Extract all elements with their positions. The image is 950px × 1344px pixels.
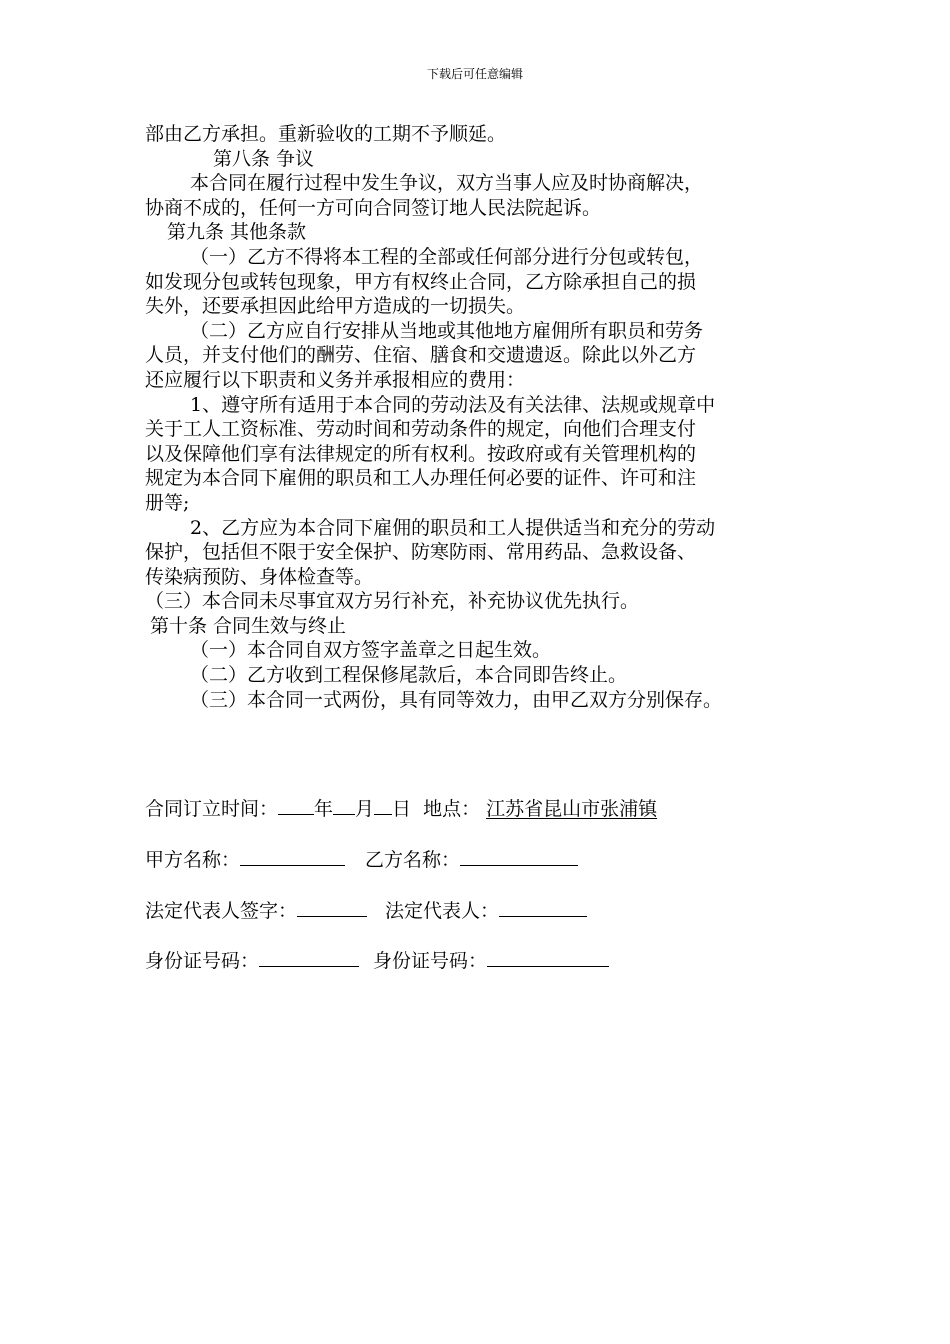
body-line: 2、乙方应为本合同下雇佣的职员和工人提供适当和充分的劳动 [190,516,716,539]
party-names-row [145,846,578,873]
contract-body [145,122,810,712]
legal-rep-row [145,897,587,924]
body-line: （三）本合同未尽事宜双方另行补充，补充协议优先执行。 [145,590,640,613]
year-blank[interactable] [278,795,314,815]
rep-blank[interactable] [499,897,587,917]
rep-sign-blank[interactable] [297,897,367,917]
body-line: 关于工人工资标准、劳动时间和劳动条件的规定，向他们合理支付 [145,418,697,441]
rep-label: 法定代表人： [385,900,500,922]
body-line: 协商不成的，任何一方可向合同签订地人民法院起诉。 [145,196,602,219]
id-a-blank[interactable] [259,947,359,967]
body-line: 部由乙方承担。重新验收的工期不予顺延。 [145,123,507,145]
body-line: 还应履行以下职责和义务并承报相应的费用： [145,368,526,391]
body-line: 册等; [145,491,190,514]
party-b-name-blank[interactable] [460,846,578,866]
id-b-blank[interactable] [487,947,609,967]
body-line: 人员，并支付他们的酬劳、住宿、膳食和交遗遗返。除此以外乙方 [145,344,697,367]
contract-date-row [145,795,657,822]
article-9-heading: 第九条 其他条款 [167,221,307,244]
date-label: 合同订立时间： [145,798,279,820]
rep-sign-label: 法定代表人签字： [145,900,298,922]
header-note: 下载后可任意编辑 [426,67,523,81]
body-line: （二）乙方应自行安排从当地或其他地方雇佣所有职员和劳务 [190,319,704,342]
body-line: 保护，包括但不限于安全保护、防寒防雨、常用药品、急救设备、 [145,541,697,564]
day-blank[interactable] [374,795,392,815]
body-line: 以及保障他们享有法律规定的所有权利。按政府或有关管理机构的 [145,442,697,465]
body-line: 传染病预防、身体检查等。 [145,565,374,588]
year-char: 年 [314,798,334,820]
place-value: 江苏省昆山市张浦镇 [486,798,658,820]
party-a-name-label: 甲方名称： [145,849,241,871]
body-line: （三）本合同一式两份，具有同等效力，由甲乙双方分别保存。 [190,688,723,711]
month-blank[interactable] [333,795,355,815]
article-10-heading: 第十条 合同生效与终止 [150,614,347,637]
body-line: 1、遵守所有适用于本合同的劳动法及有关法律、法规或规章中 [190,393,716,416]
body-line: 失外，还要承担因此给甲方造成的一切损失。 [145,295,526,318]
party-b-name-label: 乙方名称： [365,849,461,871]
id-label-b: 身份证号码： [373,950,488,972]
body-line: 规定为本合同下雇佣的职员和工人办理任何必要的证件、许可和注 [145,467,697,490]
month-char: 月 [355,798,375,820]
party-a-name-blank[interactable] [240,846,345,866]
body-line: （一）本合同自双方签字盖章之日起生效。 [190,639,552,662]
id-label-a: 身份证号码： [145,950,260,972]
place-label: 地点： [423,798,481,820]
body-line: 如发现分包或转包现象，甲方有权终止合同，乙方除承担自己的损 [145,270,697,293]
body-line: （一）乙方不得将本工程的全部或任何部分进行分包或转包， [190,245,704,268]
body-line: （二）乙方收到工程保修尾款后，本合同即告终止。 [190,664,628,687]
day-char: 日 [392,798,412,820]
id-number-row [145,947,609,974]
body-line: 本合同在履行过程中发生争议，双方当事人应及时协商解决， [190,172,704,195]
article-8-heading: 第八条 争议 [213,147,315,170]
